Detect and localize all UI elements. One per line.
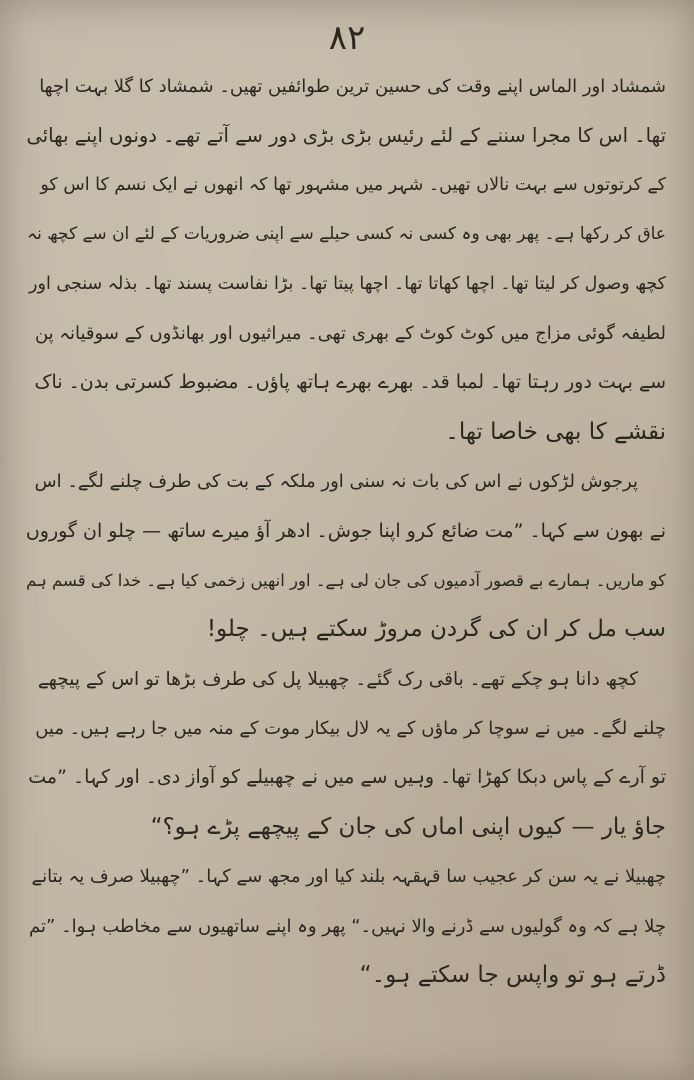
text-line: کے کرتوتوں سے بہت نالاں تھیں۔ شہر میں مشہور تھا کہ انھوں نے ایک نسم کا اس کو: [40, 174, 666, 195]
text-line: نقشے کا بھی خاصا تھا۔: [445, 418, 666, 445]
text-line: ڈرتے ہو تو واپس جا سکتے ہو۔“: [359, 962, 666, 989]
text-line: عاق کر رکھا ہے۔ پھر بھی وہ کسی نہ کسی حیلے سے اپنی ضروریات کے لئے ان سے کچھ نہ: [27, 224, 666, 245]
paragraph: [26, 655, 666, 853]
text-line: چلا ہے کہ وہ گولیوں سے ڈرنے والا نہیں۔“ پھر وہ اپنے ساتھیوں سے مخاطب ہوا۔ ”تم: [29, 915, 666, 937]
paragraph: [26, 457, 666, 655]
page-text: [26, 62, 666, 1000]
text-line: کچھ دانا ہو چکے تھے۔ باقی رک گئے۔ چھبیلا پل کی طرف بڑھا تو اس کے پیچھے: [37, 668, 638, 690]
page-number: ۸۲: [328, 18, 366, 58]
paragraph: [26, 852, 666, 1000]
text-line: چلنے لگے۔ میں نے سوچا کر ماؤں کے یہ لال بیکار موت کے منہ میں جا رہے ہیں۔ میں: [35, 718, 666, 740]
text-line: نے بھون سے کہا۔ ”مت ضائع کرو اپنا جوش۔ ادھر آؤ میرے ساتھ — چلو ان گوروں: [26, 519, 666, 542]
text-line: چھبیلا نے یہ سن کر عجیب سا قہقہہ بلند کیا اور مجھ سے کہا۔ ”چھبیلا صرف یہ بتانے: [31, 866, 666, 888]
text-line: تھا۔ اس کا مجرا سننے کے لئے رئیس بڑی بڑی دور سے آتے تھے۔ دونوں اپنے بھائی: [26, 124, 666, 148]
text-line: کو ماریں۔ ہمارے بے قصور آدمیوں کی جان لی ہے۔ اور انھیں زخمی کیا ہے۔ خدا کی قسم ہم: [26, 570, 666, 590]
text-line: پرجوش لڑکوں نے اس کی بات نہ سنی اور ملکہ کے بت کی طرف چلنے لگے۔ اس: [34, 471, 638, 493]
text-line: جاؤ یار — کیوں اپنی اماں کی جان کے پیچھے پڑے ہو؟“: [150, 813, 666, 840]
text-line: سب مل کر ان کی گردن مروڑ سکتے ہیں۔ چلو!: [206, 616, 666, 643]
text-line: کچھ وصول کر لیتا تھا۔ اچھا کھاتا تھا۔ اچھا پیتا تھا۔ بڑا نفاست پسند تھا۔ بذلہ سنجی اور: [29, 273, 666, 294]
text-line: تو آرے کے پاس دبکا کھڑا تھا۔ وہیں سے میں نے چھبیلے کو آواز دی۔ اور کہا۔ ”مت: [28, 766, 666, 789]
paragraph: [26, 62, 666, 457]
text-line: شمشاد اور الماس اپنے وقت کی حسین ترین طوائفیں تھیں۔ شمشاد کا گلا بہت اچھا: [39, 76, 666, 97]
text-line: لطیفہ گوئی مزاج میں کوٹ کوٹ کے بھری تھی۔ میراثیوں اور بھانڈوں کے سوقیانہ پن: [34, 322, 666, 344]
text-line: سے بہت دور رہتا تھا۔ لمبا قد۔ بھرے بھرے ہاتھ پاؤں۔ مضبوط کسرتی بدن۔ ناک: [34, 371, 666, 394]
